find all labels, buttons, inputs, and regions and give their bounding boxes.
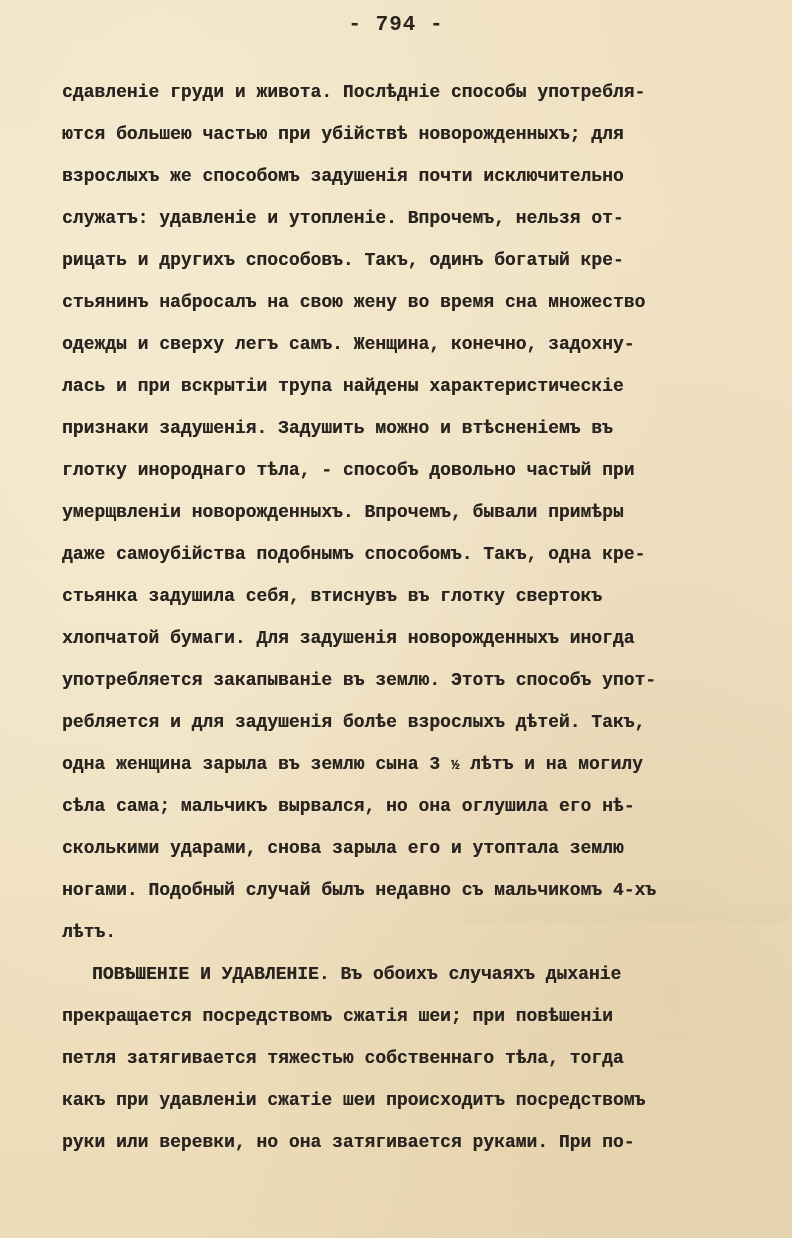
text-line: сѣла сама; мальчикъ вырвался, но она оглушила его нѣ- — [62, 797, 635, 817]
text-line: стьянинъ набросалъ на свою жену во время сна множество — [62, 293, 646, 313]
section-heading-line: ПОВѢШЕНІЕ И УДАВЛЕНІЕ. Въ обоихъ случаяхъ дыханіе — [92, 965, 622, 985]
text-line: взрослыхъ же способомъ задушенія почти исключительно — [62, 167, 624, 187]
text-line: глотку инороднаго тѣла, - способъ довольно частый при — [62, 461, 635, 481]
text-line: лѣтъ. — [62, 923, 117, 943]
page-number: - 794 - — [348, 14, 444, 37]
text-line: даже самоубійства подобнымъ способомъ. Такъ, одна кре- — [62, 545, 646, 565]
text-line: какъ при удавленіи сжатіе шеи происходитъ посредствомъ — [62, 1091, 646, 1111]
text-line: руки или веревки, но она затягивается руками. При по- — [62, 1133, 635, 1153]
text-line: лась и при вскрытіи трупа найдены характеристическіе — [62, 377, 624, 397]
text-line: прекращается посредствомъ сжатія шеи; при повѣшеніи — [62, 1007, 613, 1027]
text-line: служатъ: удавленіе и утопленіе. Впрочемъ, нельзя от- — [62, 209, 624, 229]
text-line: ногами. Подобный случай былъ недавно съ мальчикомъ 4-хъ — [62, 881, 657, 901]
text-segment: лѣтъ и на могилу — [459, 755, 643, 775]
text-line: ребляется и для задушенія болѣе взрослыхъ дѣтей. Такъ, — [62, 713, 646, 733]
text-line: употребляется закапываніе въ землю. Этотъ способъ упот- — [62, 671, 657, 691]
body-text — [62, 78, 772, 1170]
bleed-through-text: ░░░░░░░░░░░░░░░░░░░░░░░░░░░░░░░░ — [463, 905, 790, 924]
text-line-with-fraction — [62, 750, 772, 792]
text-line: ются большею частью при убійствѣ новорожденныхъ; для — [62, 125, 624, 145]
text-line: умерщвленіи новорожденныхъ. Впрочемъ, бывали примѣры — [62, 503, 624, 523]
text-line: сколькими ударами, снова зарыла его и утоптала землю — [62, 839, 624, 859]
text-segment: одна женщина зарыла въ землю сына 3 — [62, 755, 451, 775]
text-line: признаки задушенія. Задушить можно и втѣсненіемъ въ — [62, 419, 613, 439]
text-line: хлопчатой бумаги. Для задушенія новорожденныхъ иногда — [62, 629, 635, 649]
text-line: рицать и другихъ способовъ. Такъ, одинъ богатый кре- — [62, 251, 624, 271]
text-line: одежды и сверху легъ самъ. Женщина, конечно, задохну- — [62, 335, 635, 355]
text-line: стьянка задушила себя, втиснувъ въ глотку свертокъ — [62, 587, 603, 607]
text-line: сдавленіе груди и живота. Послѣдніе способы употребля- — [62, 83, 646, 103]
fraction: ½ — [450, 758, 460, 774]
text-line: петля затягивается тяжестью собственнаго тѣла, тогда — [62, 1049, 624, 1069]
